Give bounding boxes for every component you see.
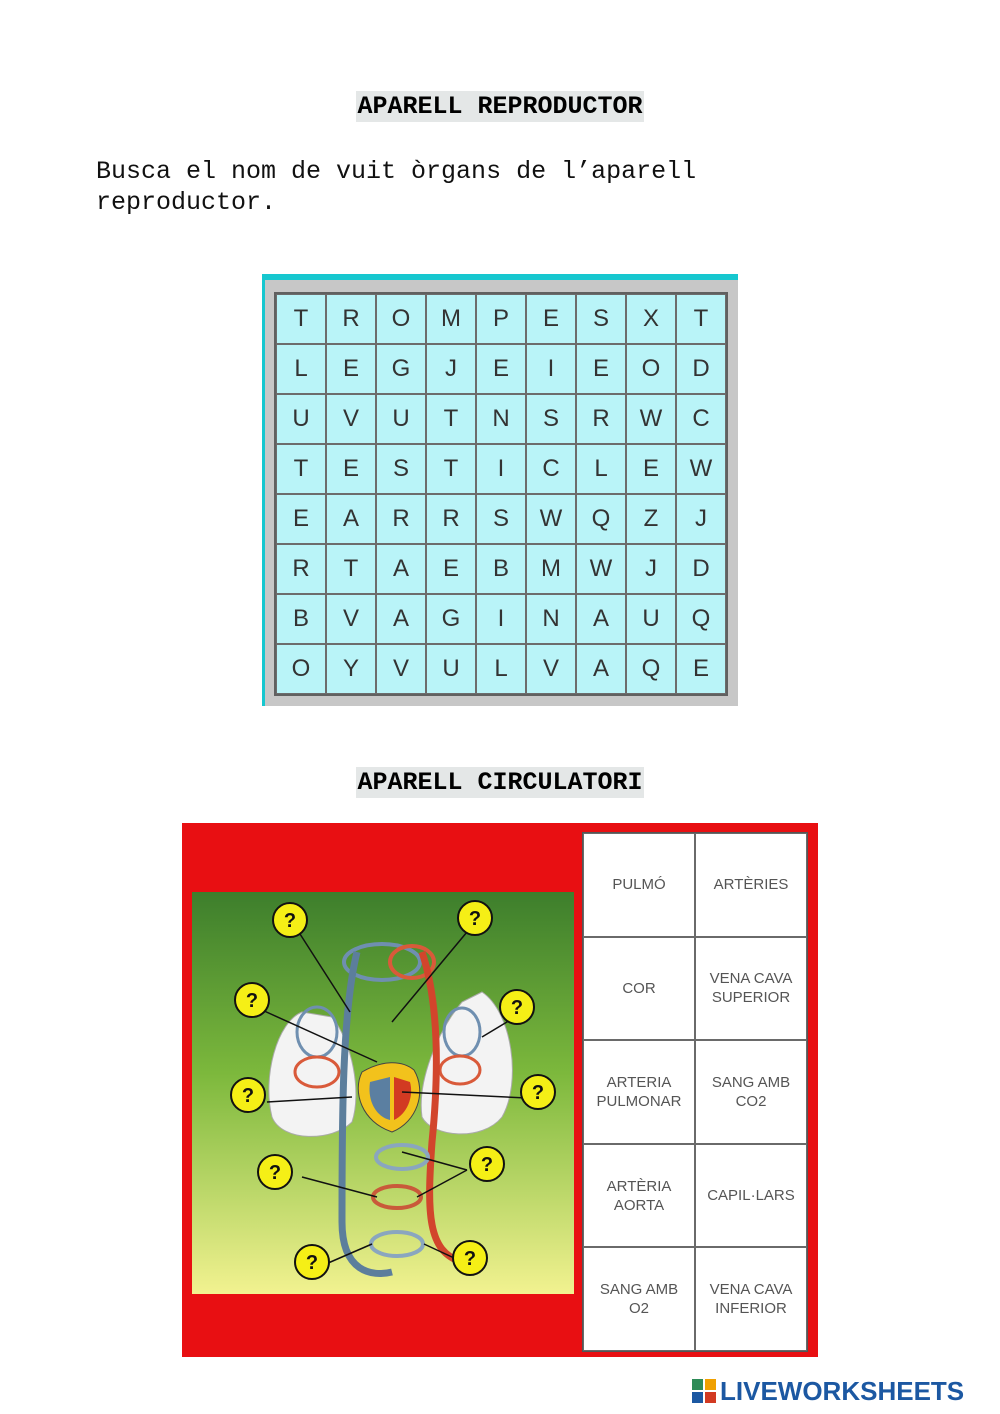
label-option[interactable]: ARTERIA PULMONAR bbox=[583, 1040, 695, 1144]
question-mark-text: ? bbox=[268, 1162, 282, 1184]
word-search-grid bbox=[274, 292, 728, 696]
grid-cell[interactable]: A bbox=[376, 544, 426, 594]
grid-cell[interactable]: E bbox=[626, 444, 676, 494]
grid-cell[interactable]: E bbox=[426, 544, 476, 594]
question-marker[interactable] bbox=[235, 983, 269, 1017]
grid-cell[interactable]: M bbox=[426, 294, 476, 344]
grid-cell[interactable]: V bbox=[526, 644, 576, 694]
question-mark-text: ? bbox=[463, 1248, 477, 1270]
grid-cell[interactable]: G bbox=[426, 594, 476, 644]
label-option[interactable]: VENA CAVA INFERIOR bbox=[695, 1247, 807, 1351]
section-title-circulatori: APARELL CIRCULATORI bbox=[357, 768, 643, 797]
grid-cell[interactable]: Q bbox=[576, 494, 626, 544]
circulatory-activity bbox=[182, 823, 818, 1357]
question-marker[interactable] bbox=[295, 1245, 329, 1279]
label-option[interactable]: ARTÈRIES bbox=[695, 833, 807, 937]
grid-cell[interactable]: E bbox=[526, 294, 576, 344]
grid-cell[interactable]: E bbox=[476, 344, 526, 394]
grid-cell[interactable]: T bbox=[276, 444, 326, 494]
question-marker[interactable] bbox=[521, 1075, 555, 1109]
grid-cell[interactable]: R bbox=[376, 494, 426, 544]
grid-cell[interactable]: A bbox=[576, 644, 626, 694]
grid-cell[interactable]: W bbox=[526, 494, 576, 544]
grid-cell[interactable]: W bbox=[576, 544, 626, 594]
logo-text: LIVEWORKSHEETS bbox=[720, 1375, 965, 1406]
grid-cell[interactable]: E bbox=[576, 344, 626, 394]
grid-cell[interactable]: J bbox=[676, 494, 726, 544]
grid-cell[interactable]: Q bbox=[626, 644, 676, 694]
grid-cell[interactable]: V bbox=[326, 394, 376, 444]
grid-cell[interactable]: X bbox=[626, 294, 676, 344]
question-marker[interactable] bbox=[273, 903, 307, 937]
grid-cell[interactable]: W bbox=[626, 394, 676, 444]
question-marker[interactable] bbox=[258, 1155, 292, 1189]
question-mark-text: ? bbox=[283, 910, 297, 932]
grid-cell[interactable]: U bbox=[626, 594, 676, 644]
grid-cell[interactable]: B bbox=[276, 594, 326, 644]
grid-cell[interactable]: P bbox=[476, 294, 526, 344]
grid-cell[interactable]: C bbox=[526, 444, 576, 494]
logo-badge-icon bbox=[692, 1379, 716, 1403]
grid-cell[interactable]: J bbox=[626, 544, 676, 594]
grid-cell[interactable]: D bbox=[676, 544, 726, 594]
question-mark-text: ? bbox=[531, 1082, 545, 1104]
label-option[interactable]: CAPIL·LARS bbox=[695, 1144, 807, 1248]
question-marker[interactable] bbox=[500, 990, 534, 1024]
question-mark-text: ? bbox=[245, 990, 259, 1012]
grid-cell[interactable]: J bbox=[426, 344, 476, 394]
grid-cell[interactable]: L bbox=[276, 344, 326, 394]
grid-cell[interactable]: R bbox=[576, 394, 626, 444]
grid-cell[interactable]: M bbox=[526, 544, 576, 594]
grid-cell[interactable]: I bbox=[476, 444, 526, 494]
label-option[interactable]: COR bbox=[583, 937, 695, 1041]
grid-cell[interactable]: R bbox=[326, 294, 376, 344]
grid-cell[interactable]: Z bbox=[626, 494, 676, 544]
grid-cell[interactable]: S bbox=[476, 494, 526, 544]
liveworksheets-logo bbox=[692, 1376, 964, 1406]
grid-cell[interactable]: T bbox=[676, 294, 726, 344]
grid-cell[interactable]: L bbox=[476, 644, 526, 694]
grid-cell[interactable]: C bbox=[676, 394, 726, 444]
grid-cell[interactable]: A bbox=[576, 594, 626, 644]
grid-cell[interactable]: A bbox=[376, 594, 426, 644]
grid-cell[interactable]: U bbox=[426, 644, 476, 694]
grid-cell[interactable]: S bbox=[376, 444, 426, 494]
grid-cell[interactable]: Q bbox=[676, 594, 726, 644]
grid-cell[interactable]: U bbox=[276, 394, 326, 444]
label-option[interactable]: PULMÓ bbox=[583, 833, 695, 937]
grid-cell[interactable]: S bbox=[576, 294, 626, 344]
grid-cell[interactable]: V bbox=[326, 594, 376, 644]
word-search-frame bbox=[262, 274, 738, 706]
label-option[interactable]: VENA CAVA SUPERIOR bbox=[695, 937, 807, 1041]
grid-cell[interactable]: O bbox=[376, 294, 426, 344]
question-marker[interactable] bbox=[231, 1078, 265, 1112]
question-mark-text: ? bbox=[480, 1154, 494, 1176]
label-option[interactable]: ARTÈRIA AORTA bbox=[583, 1144, 695, 1248]
grid-cell[interactable]: E bbox=[676, 644, 726, 694]
grid-cell[interactable]: L bbox=[576, 444, 626, 494]
grid-cell[interactable]: I bbox=[526, 344, 576, 394]
grid-cell[interactable]: D bbox=[676, 344, 726, 394]
grid-cell[interactable]: A bbox=[326, 494, 376, 544]
question-marker[interactable] bbox=[470, 1147, 504, 1181]
grid-cell[interactable]: T bbox=[326, 544, 376, 594]
grid-cell[interactable]: E bbox=[276, 494, 326, 544]
grid-cell[interactable]: Y bbox=[326, 644, 376, 694]
grid-cell[interactable]: N bbox=[526, 594, 576, 644]
circulatory-diagram bbox=[192, 892, 574, 1294]
grid-cell[interactable]: N bbox=[476, 394, 526, 444]
question-mark-text: ? bbox=[305, 1252, 319, 1274]
grid-cell[interactable]: S bbox=[526, 394, 576, 444]
grid-cell[interactable]: G bbox=[376, 344, 426, 394]
grid-cell[interactable]: T bbox=[426, 394, 476, 444]
question-mark-text: ? bbox=[468, 908, 482, 930]
grid-cell[interactable]: U bbox=[376, 394, 426, 444]
section-title-reproductor: APARELL REPRODUCTOR bbox=[357, 92, 643, 121]
grid-cell[interactable]: O bbox=[276, 644, 326, 694]
label-table bbox=[582, 832, 808, 1352]
grid-cell[interactable]: V bbox=[376, 644, 426, 694]
grid-cell[interactable]: B bbox=[476, 544, 526, 594]
grid-cell[interactable]: E bbox=[326, 344, 376, 394]
question-mark-text: ? bbox=[241, 1085, 255, 1107]
instruction-text: Busca el nom de vuit òrgans de l’aparell reproductor. bbox=[96, 157, 697, 217]
grid-cell[interactable]: T bbox=[276, 294, 326, 344]
grid-cell[interactable]: I bbox=[476, 594, 526, 644]
label-option[interactable]: SANG AMB CO2 bbox=[695, 1040, 807, 1144]
grid-cell[interactable]: O bbox=[626, 344, 676, 394]
label-option[interactable]: SANG AMB O2 bbox=[583, 1247, 695, 1351]
grid-cell[interactable]: W bbox=[676, 444, 726, 494]
question-mark-text: ? bbox=[510, 997, 524, 1019]
grid-cell[interactable]: T bbox=[426, 444, 476, 494]
grid-cell[interactable]: R bbox=[426, 494, 476, 544]
question-marker[interactable] bbox=[453, 1241, 487, 1275]
grid-cell[interactable]: E bbox=[326, 444, 376, 494]
grid-cell[interactable]: R bbox=[276, 544, 326, 594]
question-marker[interactable] bbox=[458, 901, 492, 935]
